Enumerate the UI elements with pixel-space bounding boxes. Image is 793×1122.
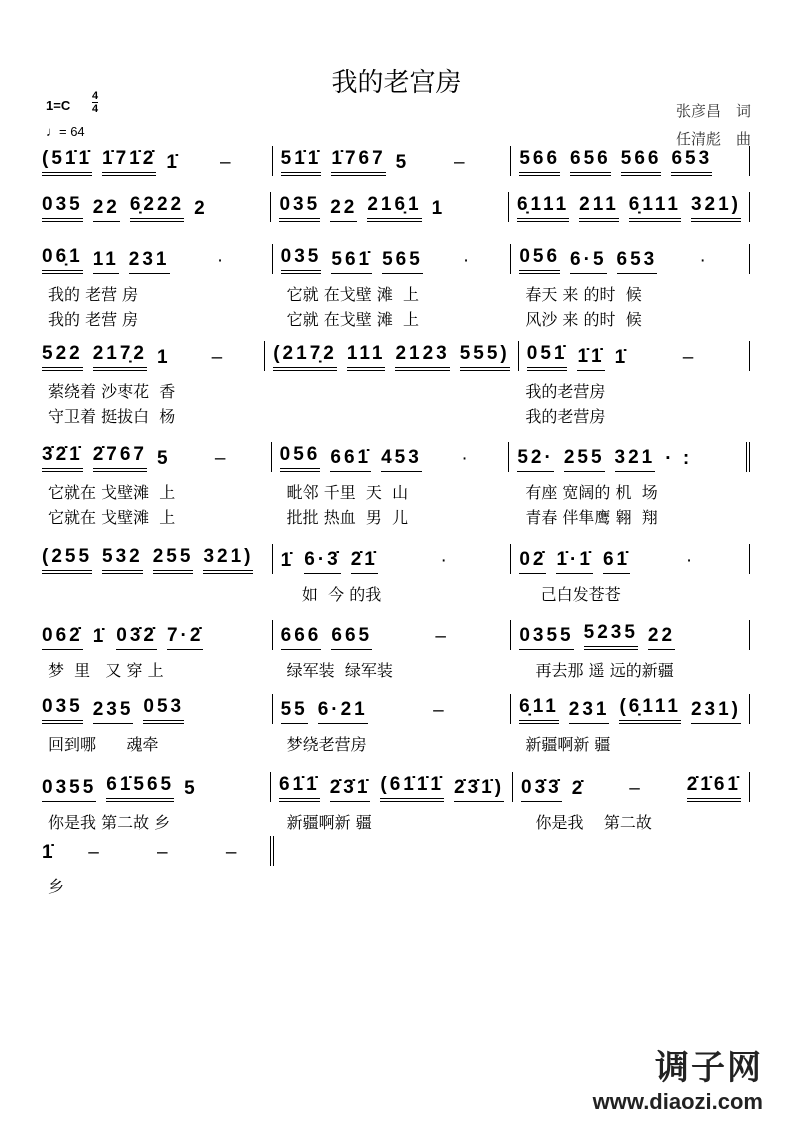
measure bbox=[271, 192, 508, 222]
note-group: 566 bbox=[621, 148, 662, 176]
note-group: 035 bbox=[42, 696, 83, 724]
note-group: 555) bbox=[460, 343, 510, 371]
note-group: 321) bbox=[691, 194, 741, 222]
note-group: 062̇ bbox=[42, 625, 83, 650]
note-group: 7·2̇ bbox=[167, 625, 203, 650]
lyricist-credit: 张彦昌 词 bbox=[675, 102, 751, 120]
staff-row bbox=[34, 446, 750, 472]
note-group: 1̇ bbox=[42, 842, 56, 863]
note-group: – bbox=[211, 347, 226, 368]
lyric-text: 梦绕老营房 bbox=[286, 735, 367, 754]
measure bbox=[511, 694, 750, 724]
measure bbox=[509, 192, 750, 222]
note-group: 55 bbox=[281, 699, 308, 724]
measure bbox=[272, 442, 510, 472]
note-group: 6·3̇ bbox=[304, 549, 340, 574]
note-group: 1 bbox=[156, 347, 171, 368]
note-group: (255 bbox=[42, 546, 92, 574]
measure bbox=[34, 341, 265, 371]
staff-row bbox=[34, 840, 274, 866]
measure bbox=[511, 544, 750, 574]
lyric-text: 再去那 遥 远的新疆 bbox=[525, 661, 674, 680]
note-group: (51̇1̇ bbox=[42, 148, 92, 176]
time-signature bbox=[92, 90, 98, 115]
note-group: (61̇1̇1̇ bbox=[380, 774, 444, 802]
note-group: 11 bbox=[93, 249, 119, 274]
note-group: 1̇767 bbox=[331, 148, 385, 176]
note-group: · bbox=[440, 550, 450, 571]
lyrics-line bbox=[34, 480, 750, 503]
lyrics-line bbox=[34, 582, 750, 605]
note-group: 231 bbox=[569, 699, 610, 724]
lyric-text: 萦绕着 沙枣花 香 bbox=[48, 382, 176, 401]
note-group: – bbox=[682, 347, 697, 368]
note-group: 52· bbox=[517, 447, 553, 472]
lyrics-line bbox=[34, 732, 750, 755]
note-group: · : bbox=[665, 448, 693, 469]
measure bbox=[271, 772, 513, 802]
lyrics-line bbox=[34, 404, 750, 427]
note-group: 61̇ bbox=[603, 549, 630, 574]
measure bbox=[265, 341, 519, 371]
note-group: 255 bbox=[153, 546, 194, 574]
lyric-text: 回到哪 魂牵 bbox=[48, 735, 159, 754]
note-group: 6̣11 bbox=[519, 696, 559, 724]
note-group: 02̇ bbox=[519, 549, 546, 574]
note-group: 2 bbox=[194, 198, 208, 219]
key-signature: 1=C bbox=[46, 98, 71, 113]
lyrics-line bbox=[34, 307, 750, 330]
measure bbox=[34, 192, 271, 222]
tempo-marking: ♩= 64 bbox=[46, 124, 85, 139]
note-group: 5 bbox=[395, 152, 410, 173]
measure bbox=[273, 694, 512, 724]
lyric-text: 新疆啊新 疆 bbox=[286, 813, 372, 832]
note-group: 1 bbox=[431, 198, 446, 219]
note-group: 2̇ bbox=[571, 778, 586, 799]
note-group: 532 bbox=[102, 546, 143, 574]
note-group: 211 bbox=[579, 194, 619, 222]
note-group: · bbox=[685, 550, 696, 571]
note-group: 5 bbox=[184, 778, 198, 799]
lyric-text: 它就在 戈壁滩 上 bbox=[48, 483, 176, 502]
lyric-text: 你是我 第二故 乡 bbox=[48, 813, 171, 832]
lyric-text: 它就在 戈壁滩 上 bbox=[48, 508, 176, 527]
watermark-url: www.diaozi.com bbox=[592, 1089, 763, 1114]
note-group: 0355 bbox=[42, 777, 96, 802]
note-group: 5235 bbox=[584, 622, 638, 650]
measure bbox=[273, 544, 512, 574]
note-group: 321 bbox=[615, 447, 656, 472]
measure bbox=[34, 836, 274, 866]
lyric-text: 你是我 第二故 bbox=[525, 813, 652, 832]
note-group: 653 bbox=[671, 148, 712, 176]
lyrics-line bbox=[34, 505, 750, 528]
note-group: 111 bbox=[347, 343, 386, 371]
note-group: 03̇3̇ bbox=[521, 777, 562, 802]
watermark bbox=[593, 1040, 763, 1115]
note-group: 6̣111 bbox=[517, 194, 569, 222]
measure bbox=[34, 772, 271, 802]
note-group: 561̇ bbox=[331, 249, 372, 274]
lyric-text: 新疆啊新 疆 bbox=[525, 735, 611, 754]
note-group: 2123 bbox=[395, 343, 449, 371]
note-group: 665 bbox=[331, 625, 372, 650]
note-group: 035 bbox=[42, 194, 83, 222]
measure bbox=[273, 146, 512, 176]
measure bbox=[511, 620, 750, 650]
measure bbox=[511, 244, 750, 274]
lyrics-line bbox=[34, 379, 750, 402]
note-group: 035 bbox=[279, 194, 320, 222]
note-group: 053 bbox=[143, 696, 184, 724]
lyric-text: 如 今 的我 bbox=[286, 585, 382, 604]
note-group: 056 bbox=[280, 444, 321, 472]
lyric-text: 春天 来 的时 候 bbox=[525, 285, 642, 304]
lyric-text: 毗邻 千里 天 山 bbox=[286, 483, 409, 502]
measure bbox=[519, 341, 750, 371]
note-group: 035 bbox=[281, 246, 322, 274]
lyrics-line bbox=[34, 282, 750, 305]
note-group: 22 bbox=[648, 625, 675, 650]
note-group: 2̇767 bbox=[93, 444, 147, 472]
note-group: – bbox=[88, 842, 102, 863]
note-group: 231) bbox=[691, 699, 741, 724]
staff-row bbox=[34, 698, 750, 724]
note-group: – bbox=[629, 778, 643, 799]
note-group: – bbox=[225, 842, 240, 863]
note-group: 61̇565 bbox=[106, 774, 174, 802]
measure bbox=[34, 694, 273, 724]
note-group: (6̣111 bbox=[619, 696, 681, 724]
lyric-text: 我的 老营 房 bbox=[48, 285, 139, 304]
lyric-text: 我的老营房 bbox=[525, 407, 606, 426]
measure bbox=[273, 244, 512, 274]
note-group: · bbox=[216, 250, 227, 271]
note-group: 1̇ bbox=[614, 347, 629, 368]
note-group: – bbox=[433, 700, 447, 721]
lyric-text: 绿军装 绿军装 bbox=[286, 661, 393, 680]
note-group: – bbox=[454, 152, 468, 173]
note-group: 6·21 bbox=[318, 699, 368, 724]
note-group: 522 bbox=[42, 343, 83, 371]
note-group: 653 bbox=[617, 249, 658, 274]
note-group: 051̇ bbox=[527, 343, 568, 371]
note-group: 5 bbox=[156, 448, 171, 469]
measure bbox=[34, 544, 273, 574]
note-group: 666 bbox=[281, 625, 322, 650]
lyric-text bbox=[34, 582, 273, 605]
lyric-text: 己白发苍苍 bbox=[525, 585, 621, 604]
lyric-text: 青春 伴隼鹰 翱 翔 bbox=[525, 508, 658, 527]
measure bbox=[34, 244, 273, 274]
lyric-text: 风沙 来 的时 候 bbox=[525, 310, 642, 329]
time-bottom: 4 bbox=[92, 103, 99, 115]
lyric-text: 它就 在戈壁 滩 上 bbox=[286, 285, 420, 304]
note-group: 255 bbox=[564, 447, 605, 472]
lyric-text: 守卫着 挺拔白 杨 bbox=[48, 407, 176, 426]
composer-credit: 任清彪 曲 bbox=[675, 130, 751, 148]
staff-row bbox=[34, 196, 750, 222]
lyrics-line bbox=[34, 874, 274, 897]
lyric-text: 批批 热血 男 儿 bbox=[286, 508, 409, 527]
note-group: 22 bbox=[330, 197, 357, 222]
note-group: 565 bbox=[382, 249, 423, 274]
note-group: 2̇1̇ bbox=[351, 549, 378, 574]
staff-row bbox=[34, 548, 750, 574]
note-group: 0355 bbox=[519, 625, 573, 650]
lyrics-line bbox=[34, 810, 750, 833]
lyric-text: 乡 bbox=[48, 877, 65, 896]
staff-row bbox=[34, 624, 750, 650]
lyrics-line bbox=[34, 658, 750, 681]
song-title: 我的老宫房 bbox=[331, 68, 462, 98]
note-group: – bbox=[219, 152, 234, 173]
lyric-text bbox=[273, 379, 512, 402]
measure bbox=[273, 620, 512, 650]
note-group: 1̇ bbox=[92, 626, 107, 647]
note-group: 51̇1̇ bbox=[281, 148, 322, 176]
lyric-text: 有座 宽阔的 机 场 bbox=[525, 483, 658, 502]
note-group: 22 bbox=[93, 197, 120, 222]
staff-row bbox=[34, 248, 750, 274]
note-group: 6·5 bbox=[570, 249, 606, 274]
staff-row bbox=[34, 345, 750, 371]
note-group: · bbox=[462, 250, 473, 271]
note-group: 217̣2 bbox=[93, 343, 147, 371]
note-group: 661̇ bbox=[330, 447, 371, 472]
note-group: · bbox=[461, 448, 471, 469]
note-group: (217̣2 bbox=[273, 343, 337, 371]
measure bbox=[34, 442, 272, 472]
note-group: · bbox=[699, 250, 709, 271]
lyric-text: 梦 里 又 穿 上 bbox=[48, 661, 164, 680]
note-group: 321) bbox=[203, 546, 253, 574]
lyric-text: 我的老营房 bbox=[525, 382, 606, 401]
note-group: 231 bbox=[129, 249, 170, 274]
note-group: 61̇1̇ bbox=[279, 774, 320, 802]
lyric-text: 我的 老营 房 bbox=[48, 310, 139, 329]
note-group: 06̣1 bbox=[42, 246, 83, 274]
note-group: 03̇2̇ bbox=[116, 625, 157, 650]
lyric-text bbox=[273, 404, 512, 427]
note-group: – bbox=[157, 842, 171, 863]
note-group: 453 bbox=[381, 447, 422, 472]
staff-row bbox=[34, 776, 750, 802]
note-group: 1̇71̇2̇ bbox=[102, 148, 156, 176]
note-group: 2̇1̇61̇ bbox=[687, 774, 741, 802]
note-group: 2̇3̇1̇ bbox=[330, 777, 371, 802]
note-group: 2̇3̇1̇) bbox=[454, 777, 504, 802]
note-group: 056 bbox=[519, 246, 560, 274]
note-group: 3̇2̇1̇ bbox=[42, 444, 83, 472]
measure bbox=[509, 442, 750, 472]
measure bbox=[511, 146, 750, 176]
note-group: 1̇ bbox=[166, 152, 180, 173]
measure bbox=[513, 772, 750, 802]
note-group: 566 bbox=[519, 148, 560, 176]
measure bbox=[34, 620, 273, 650]
note-group: 1̇·1̇ bbox=[556, 549, 592, 574]
staff-row bbox=[34, 150, 750, 176]
note-group: 216̣1 bbox=[367, 194, 421, 222]
note-group: 656 bbox=[570, 148, 611, 176]
note-group: 235 bbox=[93, 699, 134, 724]
note-group: – bbox=[435, 626, 449, 647]
measure bbox=[34, 146, 273, 176]
lyric-text: 它就 在戈壁 滩 上 bbox=[286, 310, 420, 329]
note-group: 6̣111 bbox=[629, 194, 681, 222]
note-group: 6̣222 bbox=[130, 194, 184, 222]
note-group: 1̇1̇ bbox=[577, 346, 604, 371]
note-group: – bbox=[214, 448, 229, 469]
time-top: 4 bbox=[92, 90, 99, 102]
watermark-logo: 调子网 bbox=[655, 1049, 763, 1087]
note-group: 1̇ bbox=[280, 550, 295, 571]
